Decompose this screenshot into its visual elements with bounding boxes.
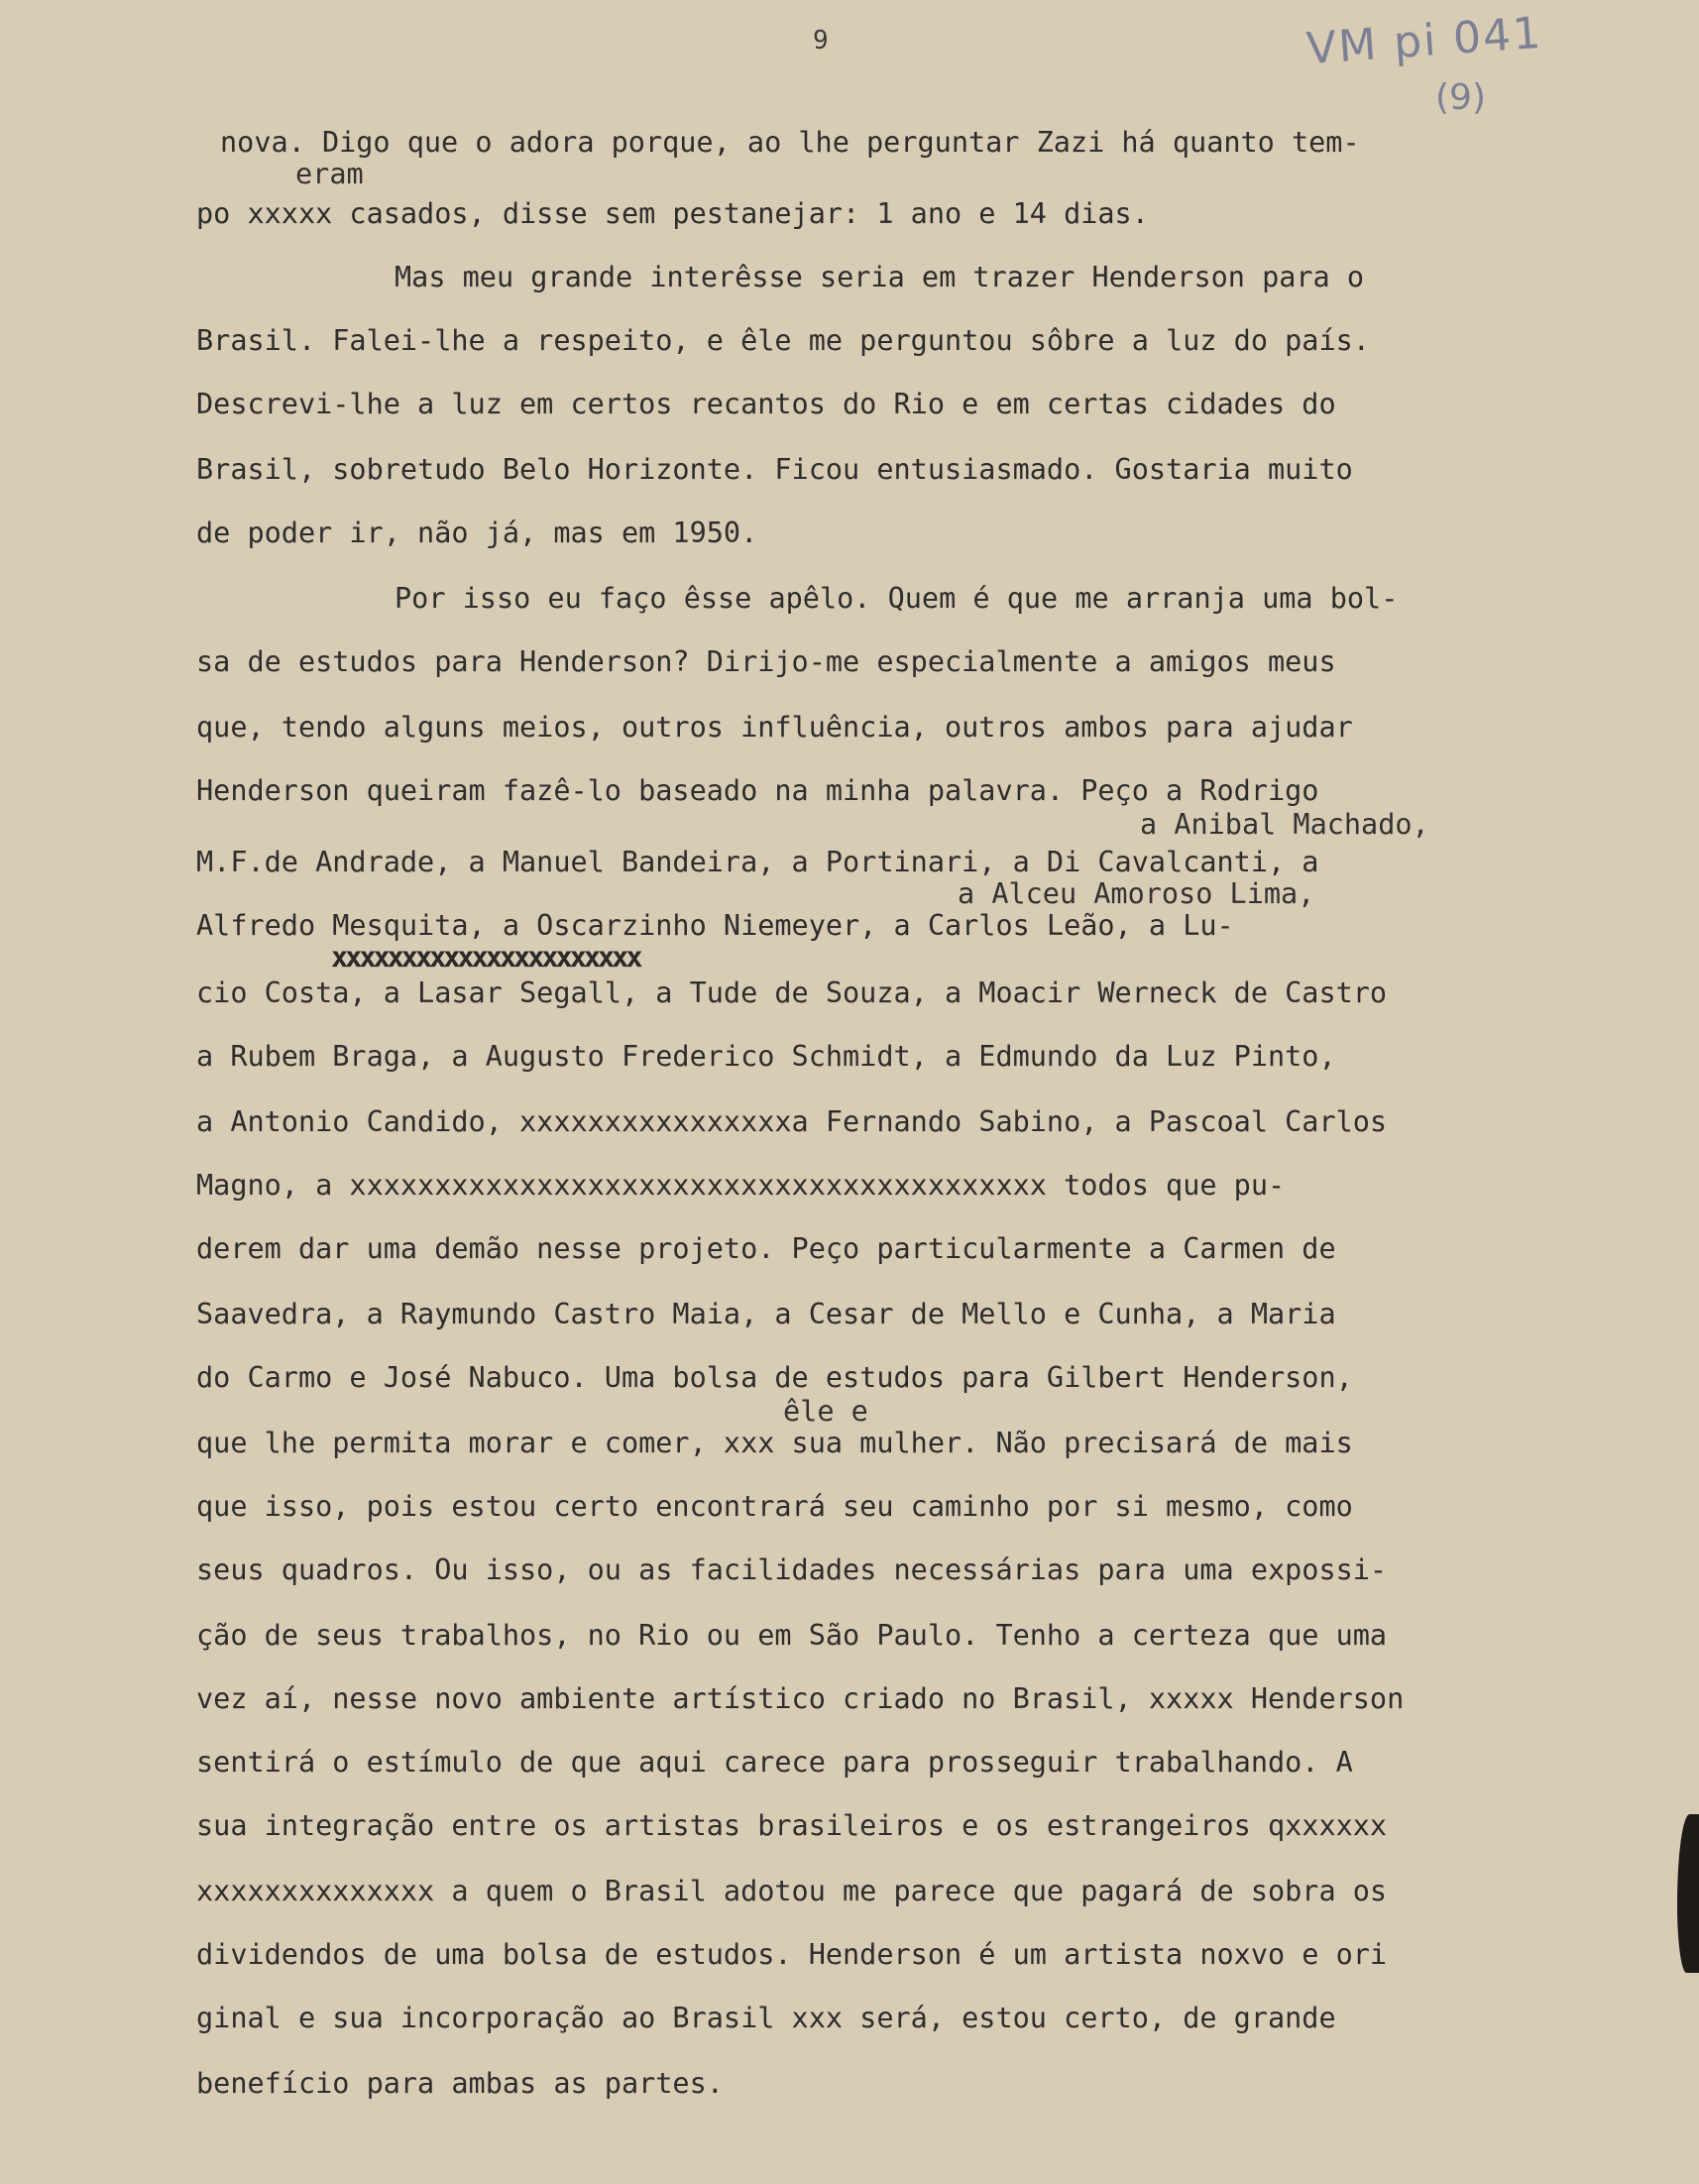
- text-line: Alfredo Mesquita, a Oscarzinho Niemeyer, a Carlos Leão, a Lu-: [196, 909, 1234, 942]
- insertion-line: a Alceu Amoroso Lima,: [958, 877, 1315, 910]
- text-line: Brasil, sobretudo Belo Horizonte. Ficou entusiasmado. Gostaria muito: [196, 453, 1353, 486]
- text-line: sa de estudos para Henderson? Dirijo-me especialmente a amigos meus: [196, 645, 1336, 678]
- archive-handwritten-sub: (9): [1435, 77, 1486, 118]
- text-line: a Rubem Braga, a Augusto Frederico Schmidt, a Edmundo da Luz Pinto,: [196, 1040, 1336, 1073]
- text-line: que, tendo alguns meios, outros influência, outros ambos para ajudar: [196, 711, 1353, 744]
- text-line: derem dar uma demão nesse projeto. Peço particularmente a Carmen de: [196, 1232, 1336, 1265]
- text-line: ção de seus trabalhos, no Rio ou em São Paulo. Tenho a certeza que uma: [196, 1619, 1388, 1652]
- struck-line: xxxxxxxxxxxxxxxxxxxxxx: [331, 941, 640, 974]
- text-line: ginal e sua incorporação ao Brasil xxx será, estou certo, de grande: [196, 2002, 1336, 2034]
- text-line: vez aí, nesse novo ambiente artístico criado no Brasil, xxxxx Henderson: [196, 1682, 1405, 1715]
- insertion-line: êle e: [783, 1395, 868, 1428]
- text-line: a Antonio Candido, xxxxxxxxxxxxxxxxa Fernando Sabino, a Pascoal Carlos: [196, 1105, 1388, 1138]
- text-line: Magno, a xxxxxxxxxxxxxxxxxxxxxxxxxxxxxxxxxxxxxxxxx todos que pu-: [196, 1169, 1286, 1202]
- text-line: Henderson queiram fazê-lo baseado na minha palavra. Peço a Rodrigo: [196, 774, 1319, 807]
- text-line: do Carmo e José Nabuco. Uma bolsa de estudos para Gilbert Henderson,: [196, 1361, 1353, 1394]
- text-line: po xxxxx casados, disse sem pestanejar: 1 ano e 14 dias.: [196, 197, 1149, 230]
- text-line: Descrevi-lhe a luz em certos recantos do Rio e em certas cidades do: [196, 388, 1336, 420]
- insertion-line: eram: [295, 158, 364, 190]
- text-line: nova. Digo que o adora porque, ao lhe perguntar Zazi há quanto tem-: [220, 126, 1360, 159]
- text-line: Brasil. Falei-lhe a respeito, e êle me perguntou sôbre a luz do país.: [196, 324, 1370, 357]
- text-line: de poder ir, não já, mas em 1950.: [196, 517, 758, 549]
- text-line: que lhe permita morar e comer, xxx sua mulher. Não precisará de mais: [196, 1427, 1353, 1459]
- text-line: que isso, pois estou certo encontrará seu caminho por si mesmo, como: [196, 1490, 1353, 1523]
- torn-edge: [1677, 1814, 1699, 1973]
- text-line: sentirá o estímulo de que aqui carece para prosseguir trabalhando. A: [196, 1746, 1353, 1779]
- text-line: sua integração entre os artistas brasileiros e os estrangeiros qxxxxxx: [196, 1809, 1388, 1842]
- text-line: M.F.de Andrade, a Manuel Bandeira, a Portinari, a Di Cavalcanti, a: [196, 846, 1319, 878]
- insertion-line: a Anibal Machado,: [1140, 808, 1429, 841]
- page-number: 9: [813, 26, 829, 56]
- text-line: Mas meu grande interêsse seria em trazer Henderson para o: [395, 261, 1365, 293]
- text-line: xxxxxxxxxxxxxx a quem o Brasil adotou me parece que pagará de sobra os: [196, 1875, 1388, 1907]
- text-line: dividendos de uma bolsa de estudos. Henderson é um artista noxvo e ori: [196, 1938, 1388, 1971]
- archive-handwritten-mark: VM pi 041: [1304, 7, 1544, 75]
- text-line: benefício para ambas as partes.: [196, 2067, 724, 2100]
- text-line: Saavedra, a Raymundo Castro Maia, a Cesar de Mello e Cunha, a Maria: [196, 1298, 1336, 1330]
- text-line: seus quadros. Ou isso, ou as facilidades necessárias para uma expossi-: [196, 1553, 1388, 1586]
- text-line: cio Costa, a Lasar Segall, a Tude de Souza, a Moacir Werneck de Castro: [196, 977, 1388, 1009]
- text-line: Por isso eu faço êsse apêlo. Quem é que me arranja uma bol-: [395, 582, 1399, 615]
